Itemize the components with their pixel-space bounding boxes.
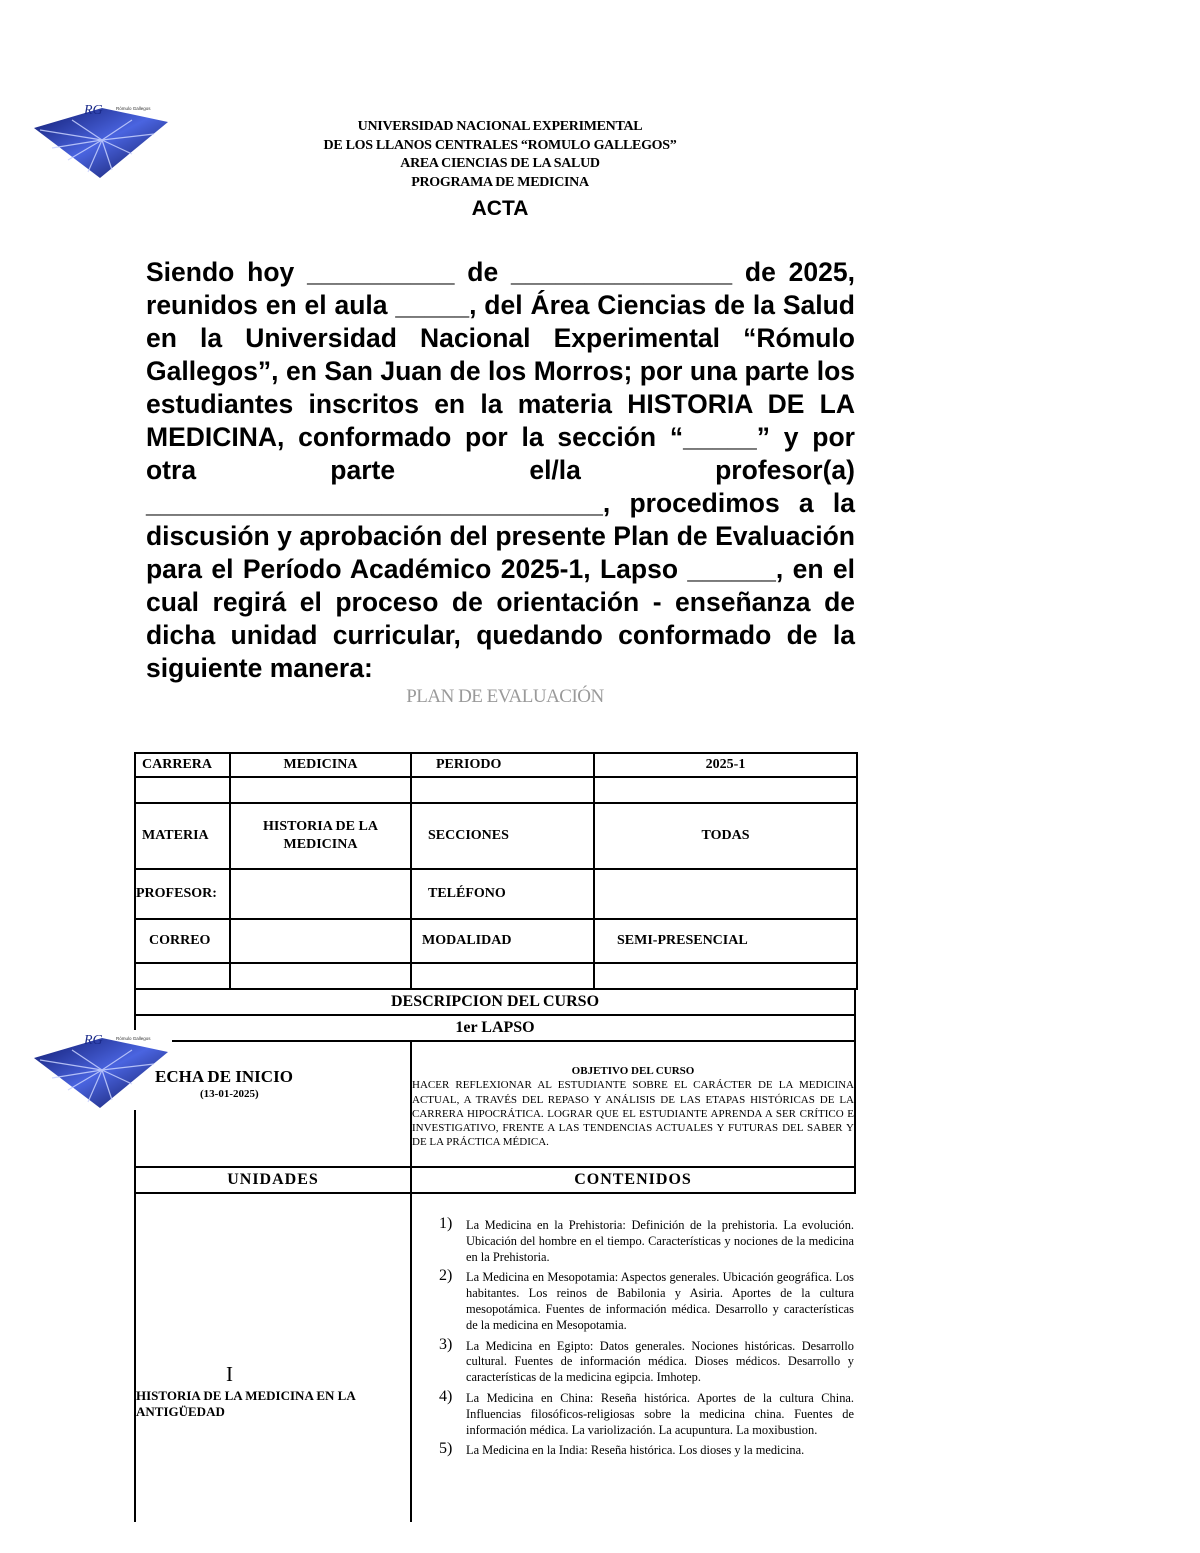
materia-value: HISTORIA DE LA MEDICINA: [230, 803, 411, 869]
list-item: [436, 1440, 854, 1459]
document-header: [250, 118, 750, 224]
item-number: 5): [439, 1440, 453, 1458]
item-text: La Medicina en China: Reseña histórica. Aportes de la cultura China. Influencias filosóficos-religiosas sobre la medicina china. Fuentes de información médica. La variolización. La acupuntura. La moxibustion.: [466, 1390, 854, 1437]
unit-name: HISTORIA DE LA MEDICINA EN LA ANTIGÜEDAD: [136, 1388, 356, 1419]
list-item: [436, 1335, 854, 1386]
correo-value: [230, 919, 411, 963]
item-text: La Medicina en la Prehistoria: Definición de la prehistoria. La evolución. Ubicación del hombre en el tiempo. Características y nociones de la medicina en la Prehistoria.: [466, 1218, 854, 1264]
contents-list: [436, 1215, 854, 1464]
course-info-table: [134, 752, 856, 990]
empty-cell: [411, 963, 594, 989]
intro-paragraph: Siendo hoy __________ de _______________ de 2025, reunidos en el aula _____, del Área Ciencias de la Salud en la Universidad Nacional Experimental “Rómulo Gallegos”, en San Juan de los Morros; por una parte los estudiantes inscritos en la materia HISTORIA DE LA MEDICINA, conformado por la sección “_____” y por otra parte el/la profesor(a) _______________________________, procedimos a la discusión y aprobación del presente Plan de Evaluación para el Período Académico 2025-1, Lapso ______, en el cual regirá el proceso de orientación - enseñanza de dicha unidad curricular, quedando conformado de la siguiente manera:: [146, 257, 855, 683]
header-programa: PROGRAMA DE MEDICINA: [411, 174, 589, 190]
logo-rays-icon: [32, 100, 172, 180]
materia-label: MATERIA: [135, 803, 230, 869]
secciones-label: SECCIONES: [411, 803, 594, 869]
logo-text: Rómulo Gallegos: [116, 1036, 151, 1041]
university-logo: [32, 100, 172, 180]
correo-label: CORREO: [135, 919, 230, 963]
periodo-label: PERIODO: [411, 753, 594, 777]
empty-cell: [594, 963, 857, 989]
item-number: 2): [439, 1267, 453, 1285]
svg-text:RG: RG: [84, 1033, 103, 1048]
fecha-inicio-date: (13-01-2025): [200, 1088, 259, 1100]
carrera-value: MEDICINA: [230, 753, 411, 777]
fecha-inicio-label: ECHA DE INICIO: [155, 1067, 293, 1086]
empty-cell: [230, 963, 411, 989]
empty-cell: [135, 963, 230, 989]
fecha-inicio-cell: [134, 1040, 412, 1168]
profesor-label: PROFESOR:: [135, 869, 230, 919]
objetivo-block: [412, 1064, 854, 1150]
empty-cell: [411, 777, 594, 803]
lapso-heading: 1er LAPSO: [134, 1014, 856, 1042]
item-number: 1): [439, 1215, 453, 1232]
header-area: AREA CIENCIAS DE LA SALUD: [400, 156, 600, 171]
telefono-value: [594, 869, 857, 919]
list-item: [436, 1215, 854, 1265]
university-logo-watermark: [32, 1030, 172, 1110]
logo-text: Rómulo Gallegos: [116, 106, 151, 111]
modalidad-label: MODALIDAD: [411, 919, 594, 963]
carrera-label: CARRERA: [135, 753, 230, 777]
modalidad-value: SEMI-PRESENCIAL: [594, 919, 857, 963]
periodo-value: 2025-1: [594, 753, 857, 777]
item-text: La Medicina en Egipto: Datos generales. Nociones históricas. Desarrollo cultural. Fuentes de información médica. Dioses médicos. Desarrollo y características de la medicina egipcia. Imhotep.: [466, 1338, 854, 1385]
item-text: La Medicina en la India: Reseña histórica. Los dioses y la medicina.: [466, 1443, 805, 1458]
contenidos-heading: CONTENIDOS: [410, 1166, 856, 1194]
empty-cell: [135, 777, 230, 803]
list-item: [436, 1267, 854, 1333]
header-llanos: DE LOS LLANOS CENTRALES “ROMULO GALLEGOS”: [323, 137, 677, 153]
unit-number: I: [226, 1362, 233, 1386]
objetivo-text: HACER REFLEXIONAR AL ESTUDIANTE SOBRE EL CARÁCTER DE LA MEDICINA ACTUAL, A TRAVÉS DEL REPASO Y ANÁLISIS DE LAS ETAPAS HISTÓRICAS DE LA CARRERA HIPOCRÁTICA. LOGRAR QUE EL ESTUDIANTE APRENDA A SER CRÍTICO E INVESTIGATIVO, FRENTE A LAS TENDENCIAS ACTUALES Y FUTURAS DEL SABER Y DE LA PRÁCTICA MÉDICA.: [412, 1079, 854, 1149]
item-text: La Medicina en Mesopotamia: Aspectos generales. Ubicación geográfica. Los habitantes. Los reinos de Babilonia y Asiria. Aportes de la cultura mesopotámica. Fuentes de información médica. Desarrollo y características de la medicina en Mesopotamia.: [466, 1270, 854, 1332]
telefono-label: TELÉFONO: [411, 869, 594, 919]
unit-cell: [134, 1192, 412, 1522]
item-number: 3): [439, 1335, 453, 1353]
objetivo-title: OBJETIVO DEL CURSO: [571, 1065, 695, 1077]
logo-rays-icon: [32, 1030, 172, 1110]
acta-title: ACTA: [471, 197, 529, 220]
item-number: 4): [439, 1387, 453, 1405]
empty-cell: [594, 777, 857, 803]
descripcion-heading: DESCRIPCION DEL CURSO: [134, 988, 856, 1016]
unidades-heading: UNIDADES: [134, 1166, 412, 1194]
list-item: [436, 1387, 854, 1438]
plan-title: PLAN DE EVALUACIÓN: [406, 686, 604, 707]
secciones-value: TODAS: [594, 803, 857, 869]
svg-text:RG: RG: [84, 103, 103, 118]
profesor-value: [230, 869, 411, 919]
header-university: UNIVERSIDAD NACIONAL EXPERIMENTAL: [357, 119, 643, 134]
empty-cell: [230, 777, 411, 803]
